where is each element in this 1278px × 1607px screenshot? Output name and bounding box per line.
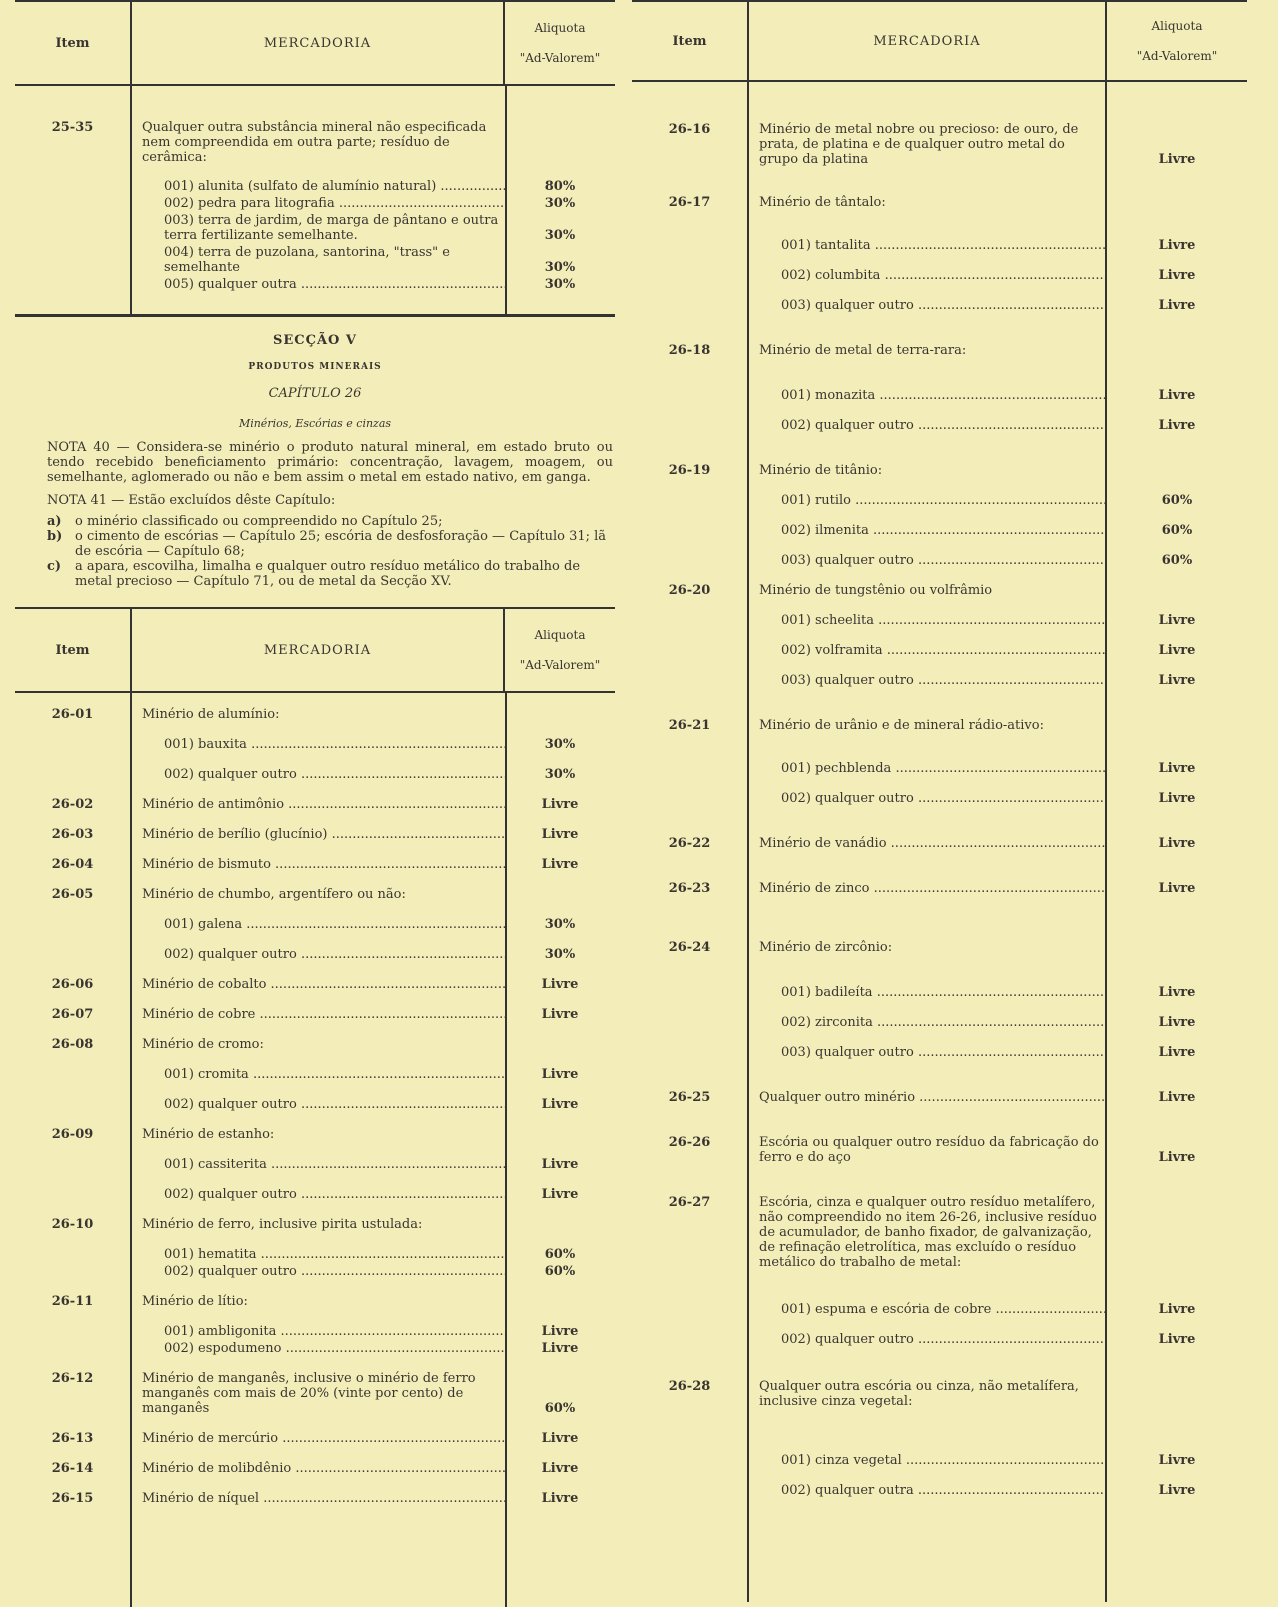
item-rate: Livre bbox=[541, 797, 579, 812]
table-row bbox=[632, 493, 1247, 508]
left-column bbox=[15, 0, 615, 1607]
item-description: Qualquer outra escória ou cinza, não metalífera, inclusive cinza vegetal: bbox=[759, 1379, 1079, 1409]
item-description: Minério de berílio (glucínio) ..... bbox=[130, 827, 505, 842]
item-rate: Livre bbox=[541, 857, 579, 872]
table-row bbox=[632, 1045, 1247, 1060]
item-description: Minério de metal de terra-rara: bbox=[759, 343, 967, 358]
nota-41: NOTA 41 — Estão excluídos dêste Capítulo: bbox=[47, 493, 336, 508]
table-row bbox=[632, 1302, 1247, 1317]
item-description: 001) bauxita ..... bbox=[130, 737, 505, 752]
item-description: 001) alunita (sulfato de alumínio natural) ..... bbox=[130, 179, 505, 194]
table-row bbox=[632, 881, 1247, 896]
item-description: 001) ambligonita ..... bbox=[130, 1324, 505, 1339]
table-header bbox=[632, 0, 1247, 82]
table-row bbox=[15, 245, 615, 275]
table-row bbox=[632, 1135, 1247, 1165]
nota-40: NOTA 40 — Considera-se minério o produto natural mineral, em estado bruto ou tendo recebido beneficiamento primário: concentração, lavagem, moagem, ou semelhante, aglomerado ou não e bem assim o metal em estado nativo, em ganga. bbox=[47, 440, 613, 485]
chapter-subtitle: Minérios, Escórias e cinzas bbox=[238, 417, 392, 430]
table-row bbox=[15, 213, 615, 243]
table-row bbox=[15, 196, 615, 211]
note-list-item: a) o minério classificado ou compreendido no Capítulo 25; bbox=[47, 514, 443, 529]
item-code: 26-16 bbox=[668, 122, 711, 137]
item-code: 26-08 bbox=[51, 1037, 94, 1052]
item-description: Minério de bismuto ..... bbox=[130, 857, 505, 872]
item-rate: Livre bbox=[1158, 1090, 1196, 1105]
item-description: Escória, cinza e qualquer outro resíduo metalífero, não compreendido no item 26-26, inclusive resíduo de acumulador, de banho fixador, de galvanização, de refinação eletrolítica, mas excluído o resíduo metálico do trabalho de metal: bbox=[759, 1195, 1097, 1270]
item-description: 001) badileíta ..... bbox=[747, 985, 1107, 1000]
item-description: 002) volframita ..... bbox=[747, 643, 1107, 658]
item-description: Minério de cobre ..... bbox=[130, 1007, 505, 1022]
item-rate: 30% bbox=[544, 737, 576, 752]
item-description: 003) qualquer outro ..... bbox=[747, 1045, 1107, 1060]
item-description: 002) qualquer outro ..... bbox=[130, 1097, 505, 1112]
table-header bbox=[15, 607, 615, 693]
item-code: 26-03 bbox=[51, 827, 94, 842]
table-row bbox=[15, 1341, 615, 1356]
table-row bbox=[632, 583, 1247, 598]
item-description: Minério de estanho: bbox=[142, 1127, 275, 1142]
item-rate: Livre bbox=[541, 1187, 579, 1202]
chapter-title: CAPÍTULO 26 bbox=[268, 386, 362, 401]
item-description: Minério de níquel ..... bbox=[130, 1491, 505, 1506]
table-row bbox=[15, 1294, 615, 1309]
item-description: Minério de cromo: bbox=[142, 1037, 264, 1052]
item-rate: Livre bbox=[1158, 673, 1196, 688]
table-row bbox=[15, 1157, 615, 1172]
item-rate: 30% bbox=[544, 228, 576, 243]
item-description: Minério de lítio: bbox=[142, 1294, 248, 1309]
item-rate: 60% bbox=[544, 1247, 576, 1262]
item-description: Minério de molibdênio ..... bbox=[130, 1461, 505, 1476]
item-description: Minério de urânio e de mineral rádio-ativo: bbox=[759, 718, 1044, 733]
item-code: 26-18 bbox=[668, 343, 711, 358]
item-description: 001) scheelita ..... bbox=[747, 613, 1107, 628]
table-row bbox=[632, 238, 1247, 253]
item-code: 26-27 bbox=[668, 1195, 711, 1210]
table-row bbox=[15, 1007, 615, 1022]
table-row bbox=[15, 1371, 615, 1416]
table-row bbox=[15, 1247, 615, 1262]
item-code: 26-05 bbox=[51, 887, 94, 902]
item-description: Minério de titânio: bbox=[759, 463, 883, 478]
table-row bbox=[632, 1332, 1247, 1347]
table-row bbox=[15, 797, 615, 812]
item-rate: 60% bbox=[1161, 523, 1193, 538]
chapter-intro bbox=[15, 317, 615, 589]
table-row bbox=[632, 388, 1247, 403]
item-rate: Livre bbox=[1158, 1150, 1196, 1165]
item-rate: 30% bbox=[544, 947, 576, 962]
item-rate: Livre bbox=[541, 827, 579, 842]
table-row bbox=[15, 767, 615, 782]
item-code: 26-15 bbox=[51, 1491, 94, 1506]
table-row bbox=[632, 195, 1247, 210]
item-description: 002) ilmenita ..... bbox=[747, 523, 1107, 538]
table-row bbox=[15, 120, 615, 165]
item-code: 26-06 bbox=[51, 977, 94, 992]
item-description: 005) qualquer outra ..... bbox=[130, 277, 505, 292]
item-rate: Livre bbox=[541, 1007, 579, 1022]
table-row bbox=[15, 947, 615, 962]
table-row bbox=[632, 673, 1247, 688]
item-description: 002) qualquer outra ..... bbox=[747, 1483, 1107, 1498]
item-code: 26-04 bbox=[51, 857, 94, 872]
item-rate: Livre bbox=[1158, 836, 1196, 851]
header-mercadoria: MERCADORIA bbox=[747, 2, 1107, 80]
item-description: Minério de metal nobre ou precioso: de ouro, de prata, de platina e de qualquer outro metal do grupo da platina bbox=[759, 122, 1079, 167]
table-row bbox=[15, 707, 615, 722]
item-rate: Livre bbox=[541, 1431, 579, 1446]
item-code: 26-25 bbox=[668, 1090, 711, 1105]
item-code: 26-23 bbox=[668, 881, 711, 896]
table-row bbox=[15, 1461, 615, 1476]
table-row bbox=[632, 761, 1247, 776]
table-row bbox=[15, 1431, 615, 1446]
table-row bbox=[632, 122, 1247, 167]
table-row bbox=[632, 643, 1247, 658]
item-rate: Livre bbox=[541, 977, 579, 992]
item-rate: 30% bbox=[544, 767, 576, 782]
item-rate: Livre bbox=[541, 1341, 579, 1356]
table-row bbox=[632, 343, 1247, 358]
item-description: 001) hematita ..... bbox=[130, 1247, 505, 1262]
item-rate: Livre bbox=[1158, 238, 1196, 253]
item-description: 003) qualquer outro ..... bbox=[747, 298, 1107, 313]
item-description: 001) rutilo ..... bbox=[747, 493, 1107, 508]
item-code: 26-13 bbox=[51, 1431, 94, 1446]
item-rate: 60% bbox=[544, 1401, 576, 1416]
header-aliquota: Aliquota "Ad-Valorem" bbox=[519, 21, 601, 65]
header-aliquota: Aliquota "Ad-Valorem" bbox=[519, 628, 601, 672]
table-row bbox=[632, 463, 1247, 478]
item-rate: Livre bbox=[1158, 643, 1196, 658]
table-row bbox=[15, 1067, 615, 1082]
item-rate: Livre bbox=[541, 1324, 579, 1339]
item-code: 26-09 bbox=[51, 1127, 94, 1142]
item-rate: Livre bbox=[1158, 1015, 1196, 1030]
item-rate: 30% bbox=[544, 277, 576, 292]
item-rate: Livre bbox=[1158, 152, 1196, 167]
item-rate: Livre bbox=[1158, 388, 1196, 403]
item-description: Minério de zinco ..... bbox=[747, 881, 1107, 896]
item-rate: Livre bbox=[1158, 881, 1196, 896]
item-rate: 30% bbox=[544, 196, 576, 211]
item-rate: Livre bbox=[1158, 1045, 1196, 1060]
table-row bbox=[15, 277, 615, 292]
section-subtitle: PRODUTOS MINERAIS bbox=[248, 362, 382, 372]
table-row bbox=[15, 1127, 615, 1142]
item-rate: Livre bbox=[541, 1157, 579, 1172]
table-row bbox=[632, 553, 1247, 568]
item-code: 26-19 bbox=[668, 463, 711, 478]
table-row bbox=[15, 1217, 615, 1232]
table-row bbox=[632, 1379, 1247, 1409]
item-rate: Livre bbox=[1158, 268, 1196, 283]
item-rate: Livre bbox=[1158, 1483, 1196, 1498]
item-rate: 60% bbox=[1161, 493, 1193, 508]
item-description: 001) monazita ..... bbox=[747, 388, 1107, 403]
item-description: 002) columbita ..... bbox=[747, 268, 1107, 283]
note-list-item: c) a apara, escovilha, limalha e qualquer outro resíduo metálico do trabalho de metal precioso — Capítulo 71, ou de metal da Secção XV. bbox=[47, 559, 581, 589]
table-row bbox=[15, 827, 615, 842]
table-row bbox=[15, 1324, 615, 1339]
table-row bbox=[15, 1264, 615, 1279]
item-description: Escória ou qualquer outro resíduo da fabricação do ferro e do aço bbox=[759, 1135, 1099, 1165]
item-description: 001) galena ..... bbox=[130, 917, 505, 932]
table-row bbox=[632, 1090, 1247, 1105]
item-code: 26-14 bbox=[51, 1461, 94, 1476]
item-rate: Livre bbox=[1158, 418, 1196, 433]
item-description: Qualquer outro minério ..... bbox=[747, 1090, 1107, 1105]
item-description: 002) pedra para litografia ..... bbox=[130, 196, 505, 211]
item-code: 26-22 bbox=[668, 836, 711, 851]
item-description: Minério de tântalo: bbox=[759, 195, 886, 210]
item-description: 001) cassiterita ..... bbox=[130, 1157, 505, 1172]
table-row bbox=[632, 268, 1247, 283]
item-rate: Livre bbox=[1158, 761, 1196, 776]
item-description: Minério de ferro, inclusive pirita ustulada: bbox=[142, 1217, 423, 1232]
item-description: Minério de mercúrio ..... bbox=[130, 1431, 505, 1446]
table-row bbox=[632, 613, 1247, 628]
table-row bbox=[632, 1195, 1247, 1270]
table-body-26b bbox=[632, 82, 1247, 1602]
table-row bbox=[15, 1097, 615, 1112]
item-code: 26-10 bbox=[51, 1217, 94, 1232]
item-description: 003) qualquer outro ..... bbox=[747, 673, 1107, 688]
item-rate: Livre bbox=[1158, 1302, 1196, 1317]
header-mercadoria: MERCADORIA bbox=[130, 2, 505, 84]
item-rate: 30% bbox=[544, 917, 576, 932]
item-rate: Livre bbox=[1158, 613, 1196, 628]
item-description: Minério de vanádio ..... bbox=[747, 836, 1107, 851]
item-rate: Livre bbox=[1158, 298, 1196, 313]
item-rate: Livre bbox=[541, 1097, 579, 1112]
table-row bbox=[632, 1015, 1247, 1030]
item-rate: 80% bbox=[544, 179, 576, 194]
item-rate: Livre bbox=[1158, 791, 1196, 806]
item-description: 001) cinza vegetal ..... bbox=[747, 1453, 1107, 1468]
item-description: 002) qualquer outro ..... bbox=[130, 1264, 505, 1279]
item-rate: 30% bbox=[544, 260, 576, 275]
table-body-25 bbox=[15, 86, 615, 314]
item-code: 26-11 bbox=[51, 1294, 94, 1309]
item-rate: Livre bbox=[541, 1461, 579, 1476]
item-description: 004) terra de puzolana, santorina, "trass" e semelhante bbox=[164, 245, 450, 275]
item-description: 001) cromita ..... bbox=[130, 1067, 505, 1082]
table-row bbox=[15, 1037, 615, 1052]
item-rate: Livre bbox=[1158, 1332, 1196, 1347]
table-body-26a bbox=[15, 693, 615, 1607]
table-row bbox=[15, 917, 615, 932]
item-description: 001) espuma e escória de cobre ..... bbox=[747, 1302, 1107, 1317]
table-row bbox=[632, 718, 1247, 733]
item-description: Minério de tungstênio ou volfrâmio bbox=[759, 583, 993, 598]
item-rate: Livre bbox=[541, 1491, 579, 1506]
item-code: 26-01 bbox=[51, 707, 94, 722]
item-description: 002) qualquer outro ..... bbox=[747, 1332, 1107, 1347]
item-description: Minério de manganês, inclusive o minério de ferro manganês com mais de 20% (vinte por cento) de manganês bbox=[142, 1371, 476, 1416]
table-header bbox=[15, 0, 615, 86]
item-description: Minério de cobalto ..... bbox=[130, 977, 505, 992]
item-rate: Livre bbox=[1158, 1453, 1196, 1468]
item-description: Qualquer outra substância mineral não especificada nem compreendida em outra parte; resíduo de cerâmica: bbox=[142, 120, 487, 165]
item-code: 26-21 bbox=[668, 718, 711, 733]
item-code: 26-17 bbox=[668, 195, 711, 210]
section-title: SECÇÃO V bbox=[272, 333, 357, 348]
table-row bbox=[15, 1187, 615, 1202]
item-description: 002) qualquer outro ..... bbox=[747, 791, 1107, 806]
item-code: 26-26 bbox=[668, 1135, 711, 1150]
header-item: Item bbox=[55, 35, 90, 51]
item-description: 001) tantalita ..... bbox=[747, 238, 1107, 253]
item-code: 26-02 bbox=[51, 797, 94, 812]
item-code: 25-35 bbox=[51, 120, 94, 135]
item-description: Minério de alumínio: bbox=[142, 707, 280, 722]
table-row bbox=[15, 1491, 615, 1506]
item-description: 002) qualquer outro ..... bbox=[130, 767, 505, 782]
item-description: 003) qualquer outro ..... bbox=[747, 553, 1107, 568]
item-description: Minério de antimônio ..... bbox=[130, 797, 505, 812]
table-row bbox=[632, 1453, 1247, 1468]
item-description: 002) zirconita ..... bbox=[747, 1015, 1107, 1030]
table-row bbox=[632, 418, 1247, 433]
header-item: Item bbox=[672, 33, 707, 49]
item-code: 26-24 bbox=[668, 940, 711, 955]
item-code: 26-28 bbox=[668, 1379, 711, 1394]
item-description: 002) qualquer outro ..... bbox=[747, 418, 1107, 433]
item-description: 001) pechblenda ..... bbox=[747, 761, 1107, 776]
item-description: 002) espodumeno ..... bbox=[130, 1341, 505, 1356]
table-row bbox=[632, 1483, 1247, 1498]
table-row bbox=[15, 737, 615, 752]
nota-41-list bbox=[15, 514, 615, 589]
item-description: 003) terra de jardim, de marga de pântano e outra terra fertilizante semelhante. bbox=[164, 213, 499, 243]
table-row bbox=[632, 791, 1247, 806]
item-rate: Livre bbox=[1158, 985, 1196, 1000]
header-aliquota: Aliquota "Ad-Valorem" bbox=[1136, 19, 1218, 63]
table-row bbox=[632, 836, 1247, 851]
table-row bbox=[632, 298, 1247, 313]
header-item: Item bbox=[55, 642, 90, 658]
right-column bbox=[632, 0, 1247, 1602]
table-row bbox=[15, 887, 615, 902]
item-rate: 60% bbox=[544, 1264, 576, 1279]
item-code: 26-07 bbox=[51, 1007, 94, 1022]
table-row bbox=[15, 857, 615, 872]
item-code: 26-20 bbox=[668, 583, 711, 598]
header-mercadoria: MERCADORIA bbox=[130, 609, 505, 691]
table-row bbox=[632, 523, 1247, 538]
table-row bbox=[15, 977, 615, 992]
table-row bbox=[15, 179, 615, 194]
item-description: Minério de zircônio: bbox=[759, 940, 893, 955]
item-rate: Livre bbox=[541, 1067, 579, 1082]
item-rate: 60% bbox=[1161, 553, 1193, 568]
item-description: Minério de chumbo, argentífero ou não: bbox=[142, 887, 406, 902]
table-row bbox=[632, 985, 1247, 1000]
note-list-item: b) o cimento de escórias — Capítulo 25; escória de desfosforação — Capítulo 31; lã de escória — Capítulo 68; bbox=[47, 529, 607, 559]
table-row bbox=[632, 940, 1247, 955]
item-code: 26-12 bbox=[51, 1371, 94, 1386]
item-description: 002) qualquer outro ..... bbox=[130, 1187, 505, 1202]
item-description: 002) qualquer outro ..... bbox=[130, 947, 505, 962]
